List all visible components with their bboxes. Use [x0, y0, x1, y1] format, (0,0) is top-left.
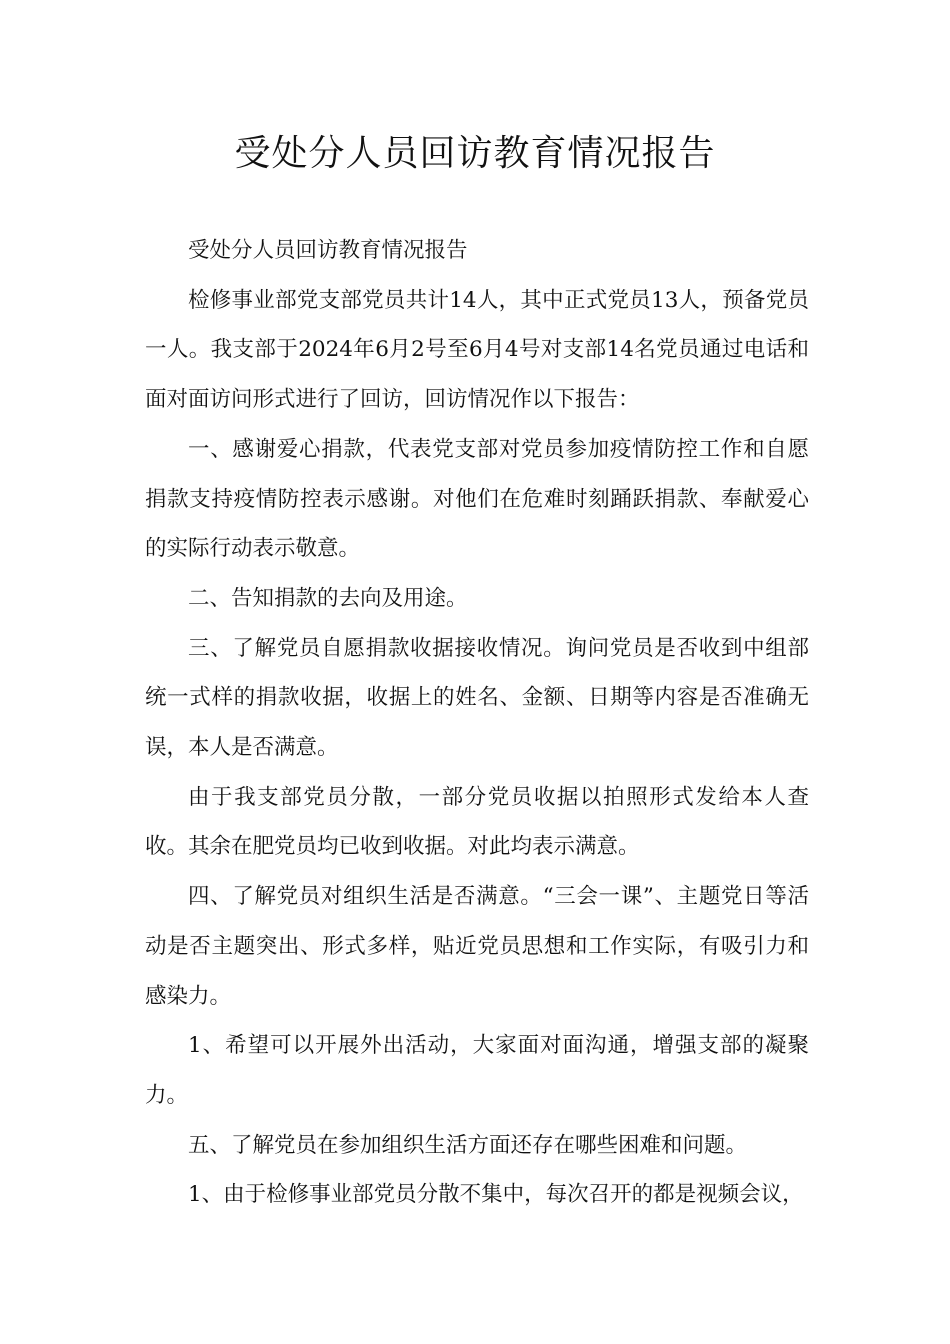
paragraph-section-4-item-1: 1、希望可以开展外出活动，大家面对面沟通，增强支部的凝聚力。: [145, 1033, 809, 1108]
document-title: 受处分人员回访教育情况报告: [234, 133, 716, 174]
paragraph-section-2: 二、告知捐款的去向及用途。: [188, 585, 468, 611]
paragraph-section-4: 四、了解党员对组织生活是否满意。“三会一课”、主题党日等活动是否主题突出、形式多样，贴近党员思想和工作实际，有吸引力和感染力。: [145, 884, 809, 1009]
paragraph-section-3: 三、了解党员自愿捐款收据接收情况。询问党员是否收到中组部统一式样的捐款收据，收据上的姓名、金额、日期等内容是否准确无误，本人是否满意。: [145, 635, 809, 761]
paragraph-section-3-detail: 由于我支部党员分散，一部分党员收据以拍照形式发给本人查收。其余在肥党员均已收到收据。对此均表示满意。: [145, 784, 809, 860]
paragraph-intro: 检修事业部党支部党员共计14人，其中正式党员13人，预备党员一人。我支部于2024年6月2号至6月4号对支部14名党员通过电话和面对面访问形式进行了回访，回访情况作以下报告：: [145, 287, 809, 413]
paragraph-section-5-item-1: 1、由于检修事业部党员分散不集中，每次召开的都是视频会议，: [188, 1182, 804, 1208]
paragraph-subtitle: 受处分人员回访教育情况报告: [188, 238, 468, 263]
paragraph-section-1: 一、感谢爱心捐款，代表党支部对党员参加疫情防控工作和自愿捐款支持疫情防控表示感谢。对他们在危难时刻踊跃捐款、奉献爱心的实际行动表示敬意。: [145, 436, 809, 562]
paragraph-section-5: 五、了解党员在参加组织生活方面还存在哪些困难和问题。: [188, 1132, 748, 1158]
document-body: [145, 226, 809, 1220]
